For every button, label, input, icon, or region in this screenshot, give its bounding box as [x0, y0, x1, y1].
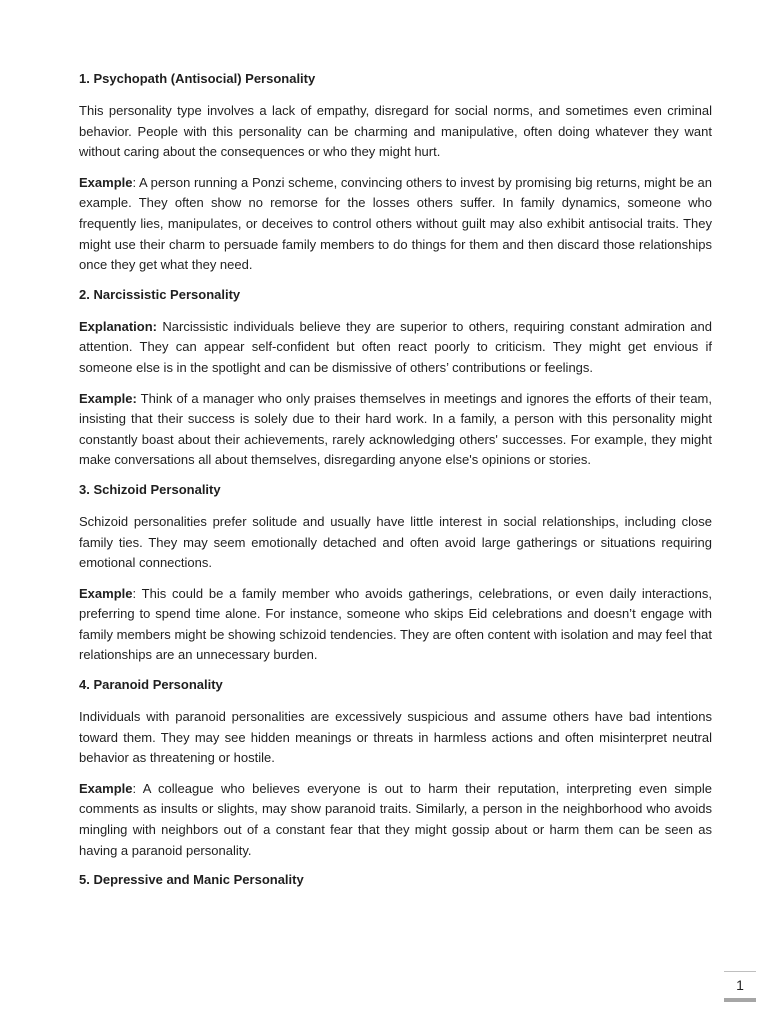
page-number-bar: [724, 998, 756, 1002]
document-page: [79, 70, 712, 902]
example-label: Example: [79, 174, 133, 190]
section-1-intro: This personality type involves a lack of empathy, disregard for social norms, and sometimes even criminal behavior. People with this personality can be charming and manipulative, often doing whatever they want without caring about the consequences or who they might hurt.: [79, 103, 712, 160]
explanation-label: Explanation:: [79, 318, 158, 334]
example-text: : This could be a family member who avoids gatherings, celebrations, or even daily interactions, preferring to spend time alone. For instance, someone who skips Eid celebrations and doesn’t engage with family members might be showing schizoid tendencies. They are often content with isolation and may feel that relationships are an unnecessary burden.: [79, 585, 712, 663]
page-number: 1: [736, 977, 744, 993]
section-2-heading: 2. Narcissistic Personality: [79, 286, 241, 302]
page-number-footer: [724, 971, 756, 1002]
section-4-heading: 4. Paranoid Personality: [79, 677, 223, 693]
section-3-intro: Schizoid personalities prefer solitude and usually have little interest in social relationships, including close family ties. They may seem emotionally detached and often avoid large gatherings or situations requiring emotional connections.: [79, 513, 712, 571]
section-3-example: [79, 584, 712, 666]
section-3-heading: 3. Schizoid Personality: [79, 481, 221, 497]
section-4-intro: Individuals with paranoid personalities are excessively suspicious and assume others have bad intentions toward them. They may see hidden meanings or threats in harmless actions and often misinterpret neutral behavior as threatening or hostile.: [79, 709, 712, 766]
example-text: : A colleague who believes everyone is out to harm their reputation, interpreting even simple comments as insults or slights, may show paranoid traits. Similarly, a person in the neighborhood who avoids mingling with neighbors out of a constant fear that they might gossip about or harm them can be seen as having a paranoid personality.: [79, 780, 712, 858]
section-4-example: [79, 779, 712, 861]
example-label: Example: [79, 780, 133, 796]
example-label: Example: [79, 585, 133, 601]
section-2-example: [79, 389, 712, 471]
explanation-text: Narcissistic individuals believe they are superior to others, requiring constant admiration and attention. They can appear self-confident but often react poorly to criticism. They might get envious if someone else is in the spotlight and can be dismissive of others’ contributions or feelings.: [79, 318, 712, 375]
example-label: Example:: [79, 390, 137, 406]
section-5-heading: 5. Depressive and Manic Personality: [79, 872, 304, 888]
section-1-heading: 1. Psychopath (Antisocial) Personality: [79, 71, 316, 86]
example-text: : A person running a Ponzi scheme, convincing others to invest by promising big returns, might be an example. They often show no remorse for the losses others suffer. In family dynamics, someone who frequently lies, manipulates, or deceives to control others without guilt may also exhibit antisocial traits. They might use their charm to persuade family members to do things for them and then discard those relationships once they get what they need.: [79, 174, 712, 273]
section-1-example: [79, 173, 712, 276]
example-text: Think of a manager who only praises themselves in meetings and ignores the efforts of their team, insisting that their success is solely due to their hard work. In a family, a person with this personality might constantly boast about their achievements, rarely acknowledging others' successes. For example, they might make conversations all about themselves, disregarding anyone else's opinions or stories.: [79, 390, 712, 468]
section-2-intro: [79, 317, 712, 379]
